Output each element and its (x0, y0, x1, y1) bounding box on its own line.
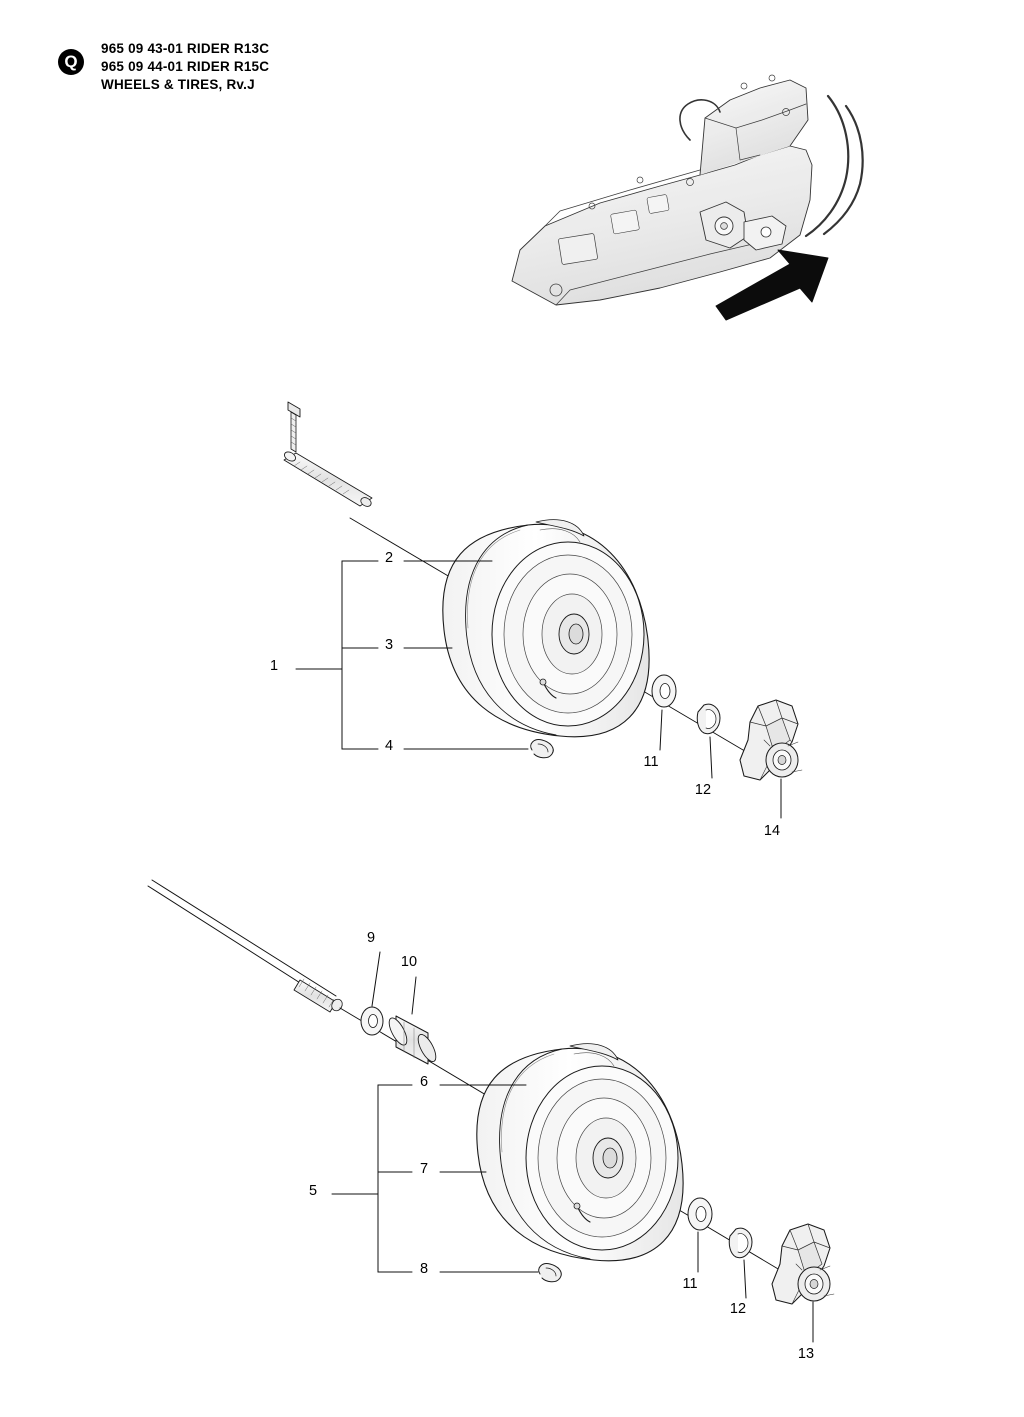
retaining-clip-part-8 (539, 1264, 562, 1282)
callout-10: 10 (400, 954, 418, 970)
callout-4: 4 (384, 738, 394, 754)
snap-ring-part-12-rear (729, 1228, 752, 1257)
callout-14: 14 (763, 823, 781, 839)
title-line-3: WHEELS & TIRES, Rv.J (101, 77, 255, 92)
title-line-1: 965 09 43-01 RIDER R13C (101, 41, 270, 56)
washer-part-11-front (652, 675, 676, 707)
bolt-part (288, 402, 300, 452)
hub-cap-part-14 (740, 700, 802, 780)
retaining-clip-part-4 (531, 740, 554, 758)
rear-tire-and-rim (477, 1044, 683, 1261)
callout-1: 1 (269, 658, 279, 674)
callout-12-front: 12 (694, 782, 712, 798)
callout-13: 13 (797, 1346, 815, 1362)
snap-ring-part-12-front (697, 704, 720, 733)
front-tire-and-rim (443, 520, 649, 737)
washer-part-9 (361, 1007, 383, 1035)
front-wheel-assembly (283, 402, 802, 818)
callout-11-front: 11 (643, 754, 659, 770)
callout-11-rear: 11 (682, 1276, 698, 1292)
callout-8: 8 (419, 1261, 429, 1277)
callout-9: 9 (366, 930, 376, 946)
title-line-2: 965 09 44-01 RIDER R15C (101, 59, 270, 74)
machine-inset (512, 75, 863, 320)
callout-12-rear: 12 (729, 1301, 747, 1317)
callout-2: 2 (384, 550, 394, 566)
callout-6: 6 (419, 1074, 429, 1090)
rear-wheel-assembly (148, 880, 834, 1342)
callout-7: 7 (419, 1161, 429, 1177)
section-badge: Q (58, 49, 84, 75)
washer-part-11-rear (688, 1198, 712, 1230)
callout-5: 5 (308, 1183, 318, 1199)
hub-cap-part-13 (772, 1224, 834, 1304)
threaded-rod-end (294, 979, 344, 1013)
callout-3: 3 (384, 637, 394, 653)
axle-shaft-part (283, 450, 373, 508)
